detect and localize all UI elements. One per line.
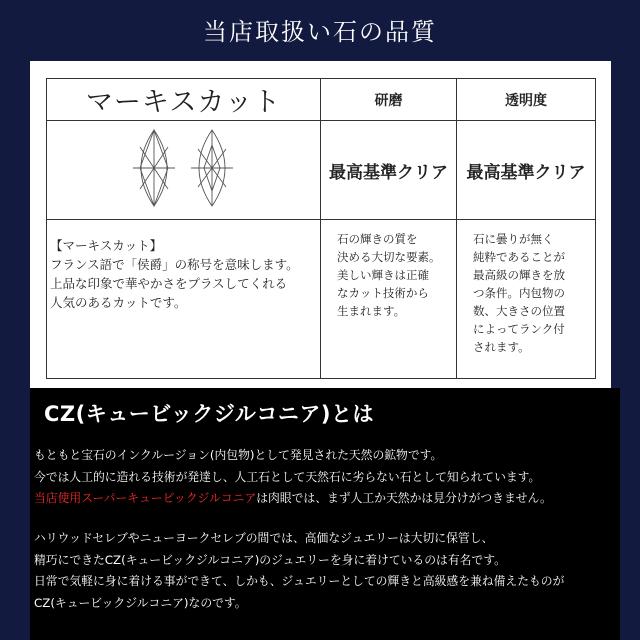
cz-paragraph-2 [34,528,564,614]
gem-illustration [47,121,321,220]
page-title: 当店取扱い石の品質 [203,17,437,46]
quality-table [46,78,596,379]
polish-header: 研磨 [321,79,457,121]
cz-section [30,388,620,640]
clarity-line: 数、大きさの位置 [473,304,565,318]
polish-line: 生まれます。 [337,304,406,318]
polish-line: 決める大切な要素。 [337,250,441,264]
cz-paragraph-1 [34,445,552,510]
marquise-gem-top-icon [191,130,233,206]
cz-line: 精巧にできたCZ(キュービックジルコニア)のジュエリーを身に着けているのは有名です。 [34,552,506,567]
cz-line-highlight [34,488,552,510]
polish-line: なカット技術から [337,286,429,300]
cz-line: 日常で気軽に身に着ける事ができて、しかも、ジュエリーとしての輝きと高級感を兼ね備えたものが [34,574,565,588]
super-cz-label: スーパーキュービックジルコニア [81,491,257,505]
cz-line: ハリウッドセレブやニューヨークセレブの間では、高価なジュエリーは大切に保管し、 [34,531,494,545]
cz-line-rest: は肉眼では、まず人工か天然かは見分けがつきません。 [256,491,552,505]
clarity-result: 最高基準クリア [457,121,596,220]
polish-description [321,220,457,379]
desc-line: 【マーキスカット】 [50,238,163,253]
desc-line: 人気のあるカットです。 [50,295,187,310]
marquise-gems [124,127,244,209]
cz-line: もともと宝石のインクルージョン(内包物)として発見された天然の鉱物です。 [34,448,443,462]
clarity-line: 最高級の輝きを放 [473,268,565,282]
clarity-line: されます。 [473,340,530,354]
marquise-gem-side-icon [133,130,175,206]
cz-heading: CZ(キュービックジルコニア)とは [44,402,374,426]
clarity-line: 純粋であることが [473,250,565,264]
polish-result: 最高基準クリア [321,121,457,220]
clarity-header: 透明度 [457,79,596,121]
cut-description [47,220,321,379]
cut-title: マーキスカット [47,79,321,121]
clarity-line: によってランク付 [473,322,565,336]
clarity-line: つ条件。内包物の [473,286,565,300]
clarity-description [457,220,596,379]
clarity-line: 石に曇りが無く [473,232,554,246]
polish-line: 石の輝きの質を [337,232,418,246]
quality-panel [30,61,611,388]
cz-line: 今では人工的に造れる技術が発達し、人工石として天然石に劣らない石として知られています。 [34,469,541,484]
cz-line: CZ(キュービックジルコニア)なのです。 [34,595,247,610]
shop-use-label: 当店使用 [34,491,82,505]
desc-line: フランス語で「侯爵」の称号を意味します。 [50,257,299,272]
desc-line: 上品な印象で華やかさをプラスしてくれる [50,276,288,291]
polish-line: 美しい輝きは正確 [337,268,429,282]
